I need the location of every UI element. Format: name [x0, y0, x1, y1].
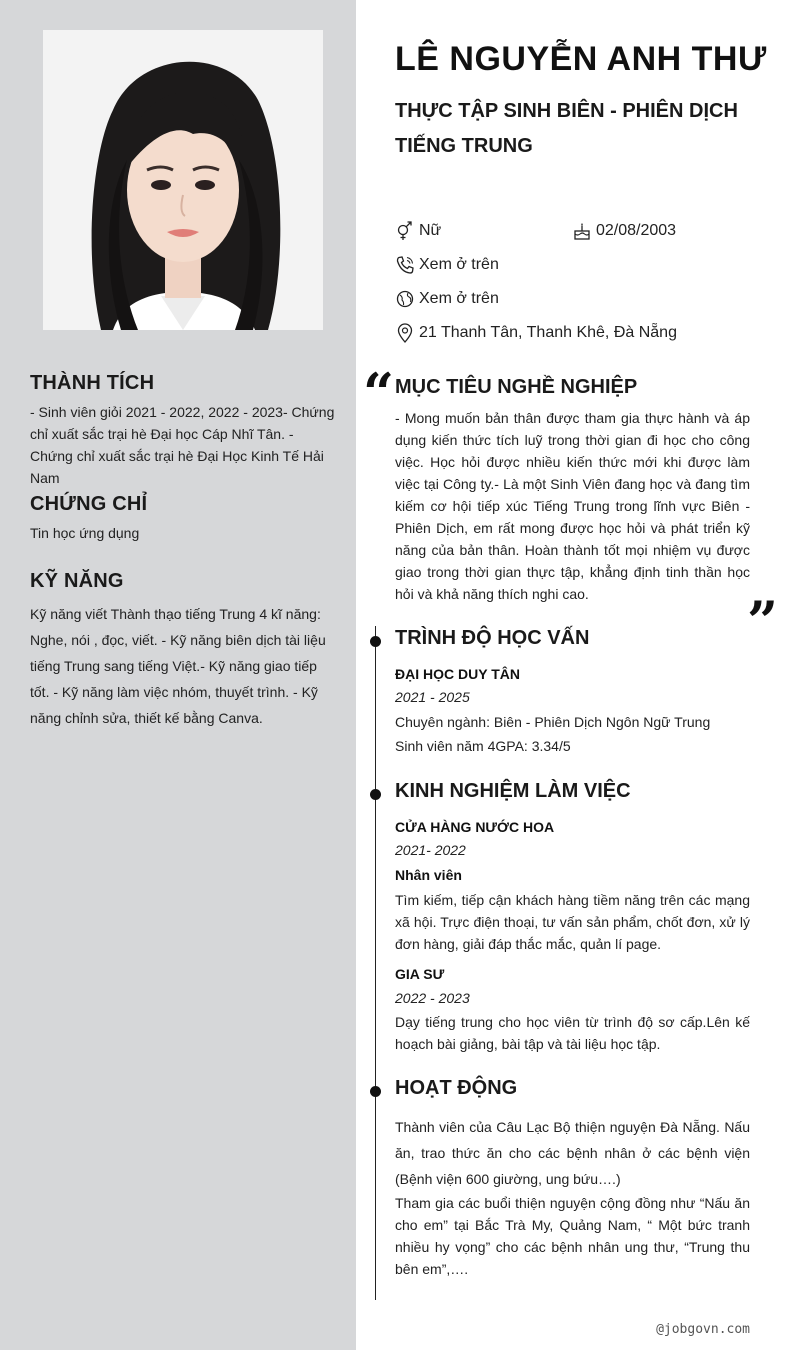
certificates-title: CHỨNG CHỈ	[30, 493, 148, 515]
gender-icon	[395, 221, 415, 241]
phone-icon	[395, 255, 415, 275]
timeline-dot	[370, 1086, 381, 1097]
objective-text: - Mong muốn bản thân được tham gia thực hành và áp dụng kiến thức tích luỹ trong thời gian đi học cho công việc. Học hỏi được nhiều kiến thức mới khi được làm việc tại Công ty.- Là một Sinh Viên đang học và đang tìm kiếm cơ hội tiếp xúc Tiếng Trung trong lĩnh vực Biên - Phiên Dịch, em rất mong được học hỏi và phát triển kỹ năng của bản thân. Hoàn thành tốt mọi nhiệm vụ được giao trong thời gian thực tập, khẳng định tinh thần học hỏi và khả năng thích nghi cao.	[395, 410, 750, 602]
footer-watermark: @jobgovn.com	[656, 1322, 750, 1337]
job-period: 2021- 2022	[395, 842, 466, 858]
gender-row	[395, 219, 441, 243]
education-school: ĐẠI HỌC DUY TÂN	[395, 666, 520, 682]
certificates-text: Tin học ứng dụng	[30, 525, 140, 541]
gender-text: Nữ	[419, 222, 442, 239]
close-quote-icon: ”	[747, 589, 779, 653]
certificates-section	[30, 493, 340, 544]
globe-icon	[395, 289, 415, 309]
candidate-name: LÊ NGUYỄN ANH THƯ	[395, 40, 767, 78]
activities-paragraph: Thành viên của Câu Lạc Bộ thiện nguyện Đà Nẵng. Nấu ăn, trao thức ăn cho các bệnh nhân ở các bệnh viện (Bệnh viện 600 giường, ung bứu….)	[395, 1119, 750, 1187]
achievements-title: THÀNH TÍCH	[30, 372, 155, 394]
skills-title: KỸ NĂNG	[30, 570, 124, 592]
job-company: CỬA HÀNG NƯỚC HOA	[395, 819, 555, 835]
activities-paragraph: Tham gia các buổi thiện nguyện cộng đồng như “Nấu ăn cho em” tại Bắc Trà My, Quảng Nam, “ Một bức tranh nhiều hy vọng” cho các bệnh nhân ung thư, “Trung thu bên em”,….	[395, 1195, 750, 1277]
phone-text: Xem ở trên	[419, 256, 499, 273]
activities-title: HOẠT ĐỘNG	[395, 1077, 518, 1099]
birthday-text: 02/08/2003	[596, 222, 677, 239]
achievements-section	[30, 372, 340, 489]
address-text: 21 Thanh Tân, Thanh Khê, Đà Nẵng	[419, 324, 677, 341]
experience-title: KINH NGHIỆM LÀM VIỆC	[395, 780, 631, 802]
job-role: Nhân viên	[395, 867, 462, 883]
timeline-dot	[370, 789, 381, 800]
skills-text: Kỹ năng viết Thành thạo tiếng Trung 4 kĩ năng: Nghe, nói , đọc, viết. - Kỹ năng biên dịch tài liệu tiếng Trung sang tiếng Việt.- Kỹ năng giao tiếp tốt. - Kỹ năng làm việc nhóm, thuyết trình. - Kỹ năng chỉnh sửa, thiết kế bằng Canva.	[30, 606, 326, 726]
job-period: 2022 - 2023	[395, 990, 470, 1006]
address-row	[395, 321, 677, 345]
profile-photo	[43, 30, 323, 330]
job-title: THỰC TẬP SINH BIÊN - PHIÊN DỊCH TIẾNG TRUNG	[395, 100, 738, 157]
skills-section	[30, 570, 340, 731]
achievements-text: - Sinh viên giỏi 2021 - 2022, 2022 - 2023- Chứng chỉ xuất sắc trại hè Đại học Cáp Nhĩ Tân. - Chứng chỉ xuất sắc trại hè Đại Học Kinh Tế Hải Nam	[30, 404, 335, 486]
cake-icon	[572, 221, 592, 241]
birthday-row	[572, 219, 676, 243]
website-row	[395, 287, 499, 311]
portrait-illustration	[43, 30, 323, 330]
job-company: GIA SƯ	[395, 966, 445, 982]
education-major: Chuyên ngành: Biên - Phiên Dịch Ngôn Ngữ Trung	[395, 714, 711, 730]
open-quote-icon: “	[363, 361, 395, 425]
phone-row	[395, 253, 499, 277]
job-description: Tìm kiếm, tiếp cận khách hàng tiềm năng trên các mạng xã hội. Trực điện thoại, tư vấn sản phẩm, chốt đơn, xử lý đơn hàng, giải đáp thắc mắc, quản lí page.	[395, 892, 750, 952]
objective-title: MỤC TIÊU NGHỀ NGHIỆP	[395, 376, 638, 398]
timeline-line	[375, 626, 376, 1300]
job-description: Dạy tiếng trung cho học viên từ trình độ sơ cấp.Lên kế hoạch bài giảng, bài tập và tài liệu học tập.	[395, 1014, 750, 1052]
website-text: Xem ở trên	[419, 290, 499, 307]
map-pin-icon	[395, 323, 415, 343]
education-gpa: Sinh viên năm 4GPA: 3.34/5	[395, 738, 571, 754]
education-title: TRÌNH ĐỘ HỌC VẤN	[395, 627, 590, 649]
timeline-dot	[370, 636, 381, 647]
education-period: 2021 - 2025	[395, 689, 470, 705]
